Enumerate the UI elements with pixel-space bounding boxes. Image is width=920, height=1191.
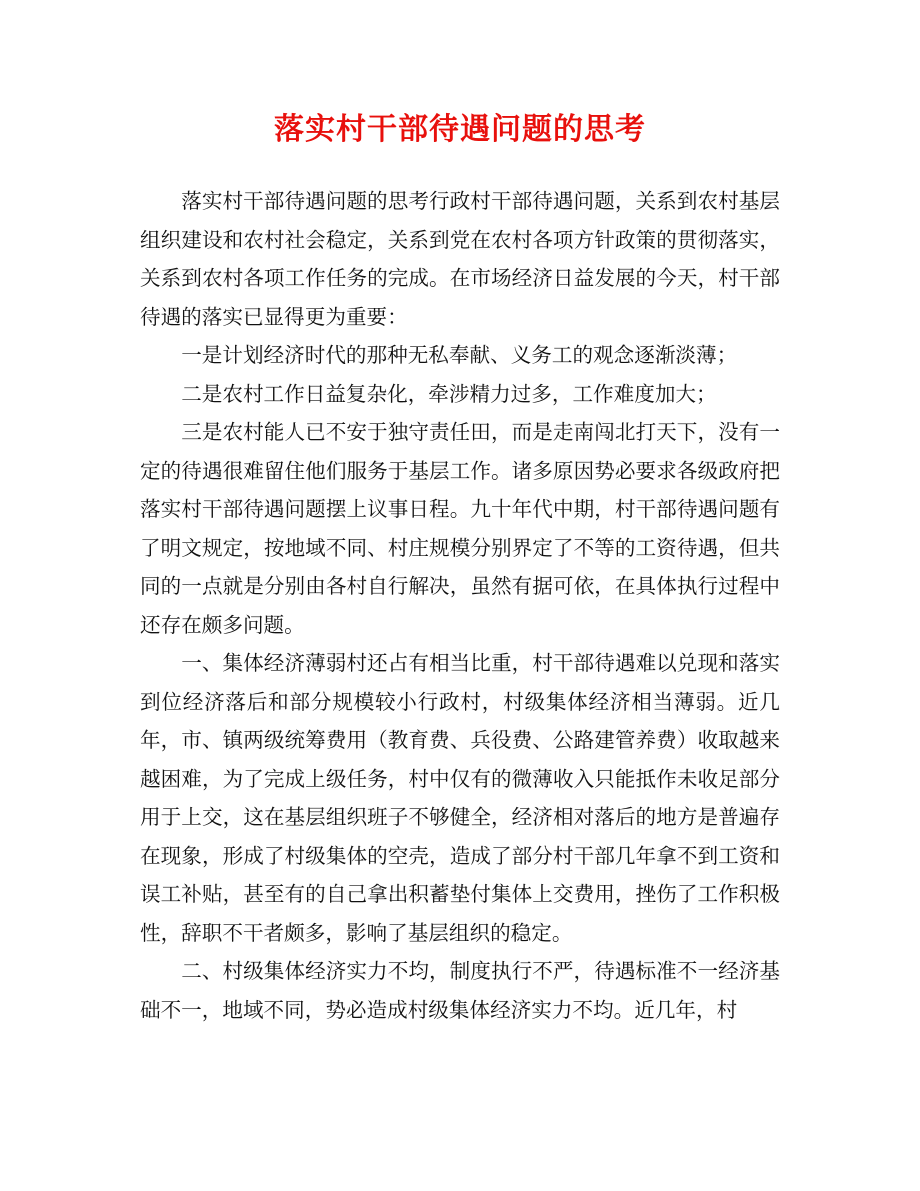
document-body: [140, 182, 780, 1029]
document-title: 落实村干部待遇问题的思考: [274, 112, 646, 147]
paragraph-intro: 落实村干部待遇问题的思考行政村干部待遇问题，关系到农村基层组织建设和农村社会稳定，关系到党在农村各项方针政策的贯彻落实，关系到农村各项工作任务的完成。在市场经济日益发展的今天，村干部待遇的落实已显得更为重要：: [140, 189, 780, 329]
paragraph-point-2: 二是农村工作日益复杂化，牵涉精力过多，工作难度加大；: [181, 381, 717, 406]
paragraph-section-1: 一、集体经济薄弱村还占有相当比重，村干部待遇难以兑现和落实到位经济落后和部分规模较小行政村，村级集体经济相当薄弱。近几年，市、镇两级统筹费用（教育费、兵役费、公路建管养费）收取越来越困难，为了完成上级任务，村中仅有的微薄收入只能抵作未收足部分用于上交，这在基层组织班子不够健全，经济相对落后的地方是普遍存在现象，形成了村级集体的空壳，造成了部分村干部几年拿不到工资和误工补贴，甚至有的自己拿出积蓄垫付集体上交费用，挫伤了工作积极性，辞职不干者颇多，影响了基层组织的稳定。: [140, 651, 780, 945]
paragraph-point-1: 一是计划经济时代的那种无私奉献、义务工的观念逐渐淡薄；: [181, 343, 738, 367]
paragraph-section-2: 二、村级集体经济实力不均，制度执行不严，待遇标准不一经济基础不一，地域不同，势必造成村级集体经济实力不均。近几年，村: [140, 959, 780, 1022]
paragraph-point-3: 三是农村能人已不安于独守责任田，而是走南闯北打天下，没有一定的待遇很难留住他们服务于基层工作。诸多原因势必要求各级政府把落实村干部待遇问题摆上议事日程。九十年代中期，村干部待遇问题有了明文规定，按地域不同、村庄规模分别界定了不等的工资待遇，但共同的一点就是分别由各村自行解决，虽然有据可依，在具体执行过程中还存在颇多问题。: [140, 420, 780, 637]
